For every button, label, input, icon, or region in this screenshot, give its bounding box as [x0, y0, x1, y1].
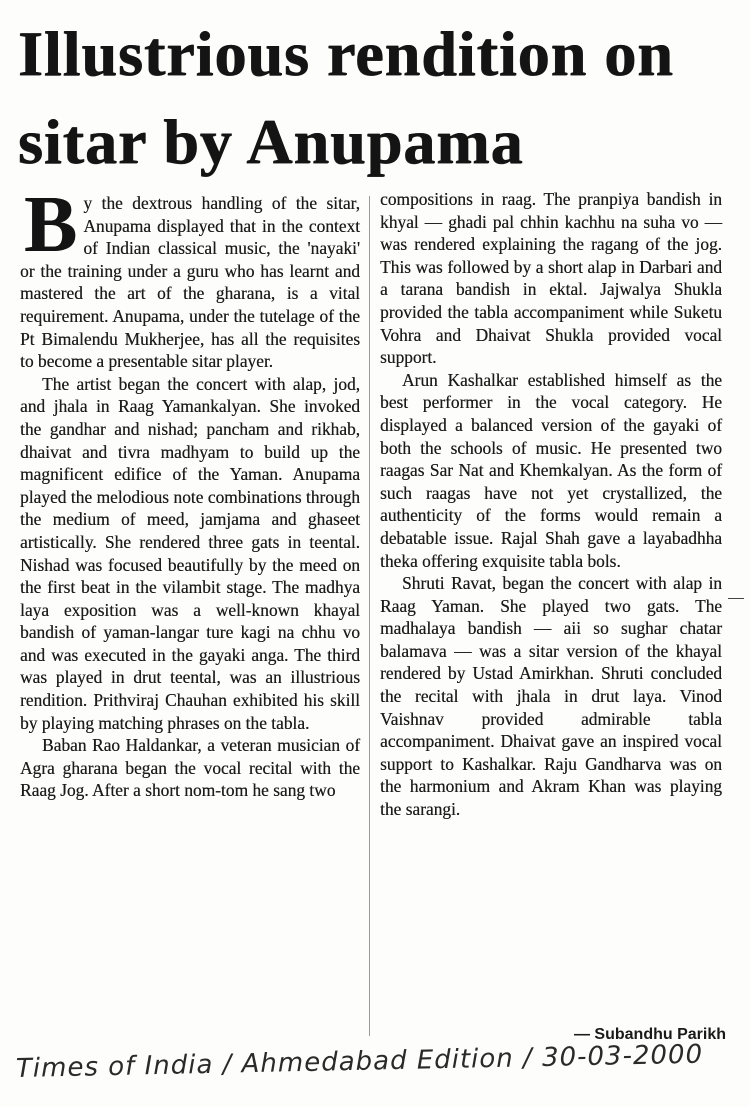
margin-mark: [728, 598, 744, 599]
paragraph-text: y the dextrous handling of the sitar, Anupama displayed that in the context of Indian classical music, the 'nayaki' or the training under a guru who has learnt and mastered the art of the gharana, is a vital requirement. Anupama, under the tutelage of the Pt Bimalendu Mukherjee, has all the requisites to become a presentable sitar player.: [20, 193, 360, 372]
right-column: [380, 188, 722, 821]
headline: Illustrious rendition on sitar by Anupama: [18, 18, 674, 177]
dropcap: B: [24, 181, 78, 269]
handwritten-source-note: Times of India / Ahmedabad Edition / 30-03-2000: [15, 1039, 704, 1084]
paragraph: compositions in raag. The pranpiya bandish in khyal — ghadi pal chhin kachhu na suha vo — was rendered explaining the ragang of the jog. This was followed by a short alap in Darbari and a tarana bandish in ektal. Jajwalya Shukla provided the tabla accompaniment while Suketu Vohra and Dhaivat Shukla provided vocal support.: [380, 189, 722, 368]
paragraph: Baban Rao Haldankar, a veteran musician of Agra gharana began the vocal recital with the Raag Jog. After a short nom-tom he sang two: [20, 735, 360, 801]
byline: — Subandhu Parikh: [573, 1026, 726, 1043]
paragraph: [20, 181, 360, 373]
paragraph: Shruti Ravat, began the concert with alap in Raag Yaman. She played two gats. The madhalaya bandish — aii so sughar chatar balamava — was a sitar version of the khayal rendered by Ustad Amirkhan. Shruti concluded the recital with jhala in drut laya. Vinod Vaishnav provided admirable tabla accompaniment. Dhaivat gave an inspired vocal support to Kashalkar. Raju Gandharva was on the harmonium and Akram Khan was playing the sarangi.: [380, 573, 722, 820]
left-column: [20, 181, 360, 802]
column-divider: [369, 196, 370, 1036]
paragraph: The artist began the concert with alap, jod, and jhala in Raag Yamankalyan. She invoked the gandhar and nishad; pancham and rikhab, dhaivat and tivra madhyam to build up the magnificent edifice of the Yaman. Anupama played the melodious note combinations through the medium of meed, jamjama and ghaseet artistically. She rendered three gats in teental. Nishad was focused beautifully by the meed on the first beat in the vilambit stage. The madhya laya exposition was a well-known khayal bandish of yaman-langar ture kagi na chhu vo and was executed in the gayaki anga. The third was played in drut teental, was an illustrious rendition. Prithviraj Chauhan exhibited his skill by playing matching phrases on the tabla.: [20, 373, 360, 733]
paragraph: Arun Kashalkar established himself as the best performer in the vocal category. He displayed a balanced version of the gayaki of both the schools of music. He presented two raagas Sar Nat and Khemkalyan. As the form of such raagas have not yet crystallized, the authenticity of the forms would remain a debatable issue. Rajal Shah gave a layabadhha theka offering exquisite tabla bols.: [380, 369, 722, 571]
